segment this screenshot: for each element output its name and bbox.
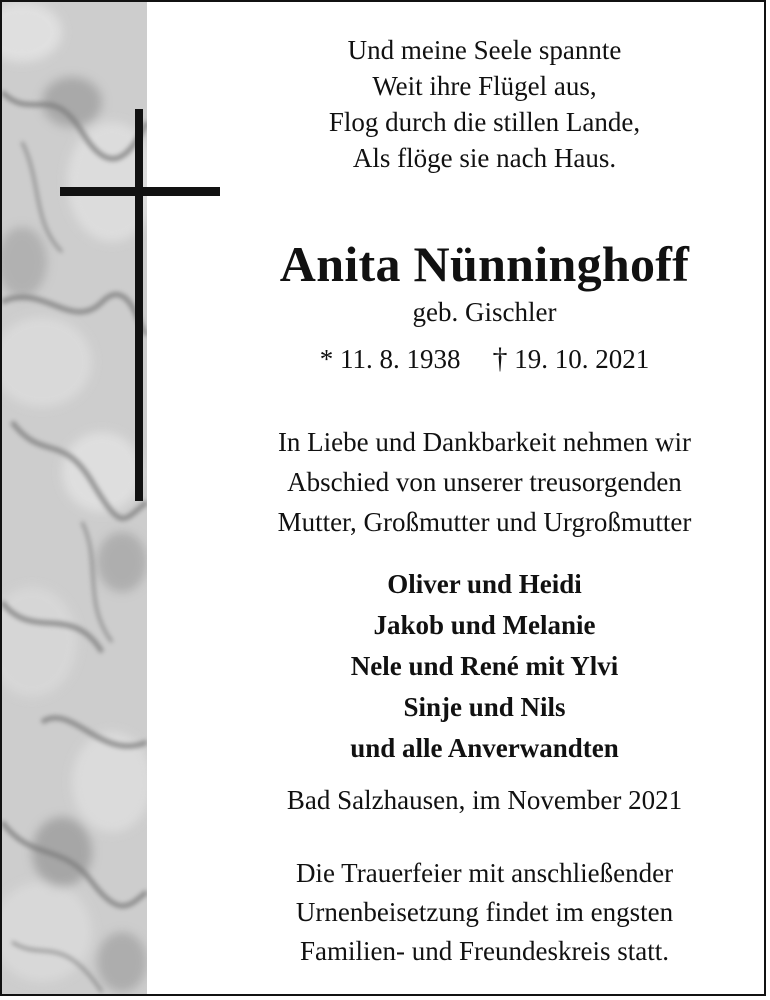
mourner: Jakob und Melanie	[373, 610, 596, 640]
mourner: und alle Anverwandten	[350, 733, 619, 763]
cross-horizontal-bar	[60, 187, 220, 196]
mourner: Nele und René mit Ylvi	[350, 651, 619, 681]
mourner: Oliver und Heidi	[387, 569, 582, 599]
mourners-list	[227, 564, 742, 769]
death-date: 19. 10. 2021	[514, 344, 650, 374]
poem-line: Als flöge sie nach Haus.	[352, 143, 617, 173]
farewell-line: In Liebe und Dankbarkeit nehmen wir	[277, 427, 692, 457]
cross-icon	[60, 109, 220, 504]
birth-date: * 11. 8. 1938	[319, 344, 461, 374]
poem-line: Und meine Seele spannte	[347, 35, 622, 65]
poem	[227, 32, 742, 176]
farewell-line: Abschied von unserer treusorgenden	[287, 467, 682, 497]
ceremony-line: Familien- und Freundeskreis statt.	[300, 936, 669, 966]
deceased-name: Anita Nünninghoff	[279, 236, 690, 292]
place-date: Bad Salzhausen, im November 2021	[286, 785, 683, 815]
poem-line: Flog durch die stillen Lande,	[328, 107, 641, 137]
life-dates	[227, 340, 742, 378]
farewell-text	[227, 422, 742, 542]
dagger-icon: †	[492, 342, 508, 375]
cross-vertical-bar	[135, 109, 143, 501]
mourner: Sinje und Nils	[403, 692, 566, 722]
farewell-line: Mutter, Großmutter und Urgroßmutter	[277, 507, 692, 537]
ceremony-info	[227, 854, 742, 971]
poem-line: Weit ihre Flügel aus,	[372, 71, 597, 101]
ceremony-line: Die Trauerfeier mit anschließender	[295, 858, 674, 888]
maiden-name: geb. Gischler	[412, 297, 557, 327]
ceremony-line: Urnenbeisetzung findet im engsten	[295, 897, 674, 927]
